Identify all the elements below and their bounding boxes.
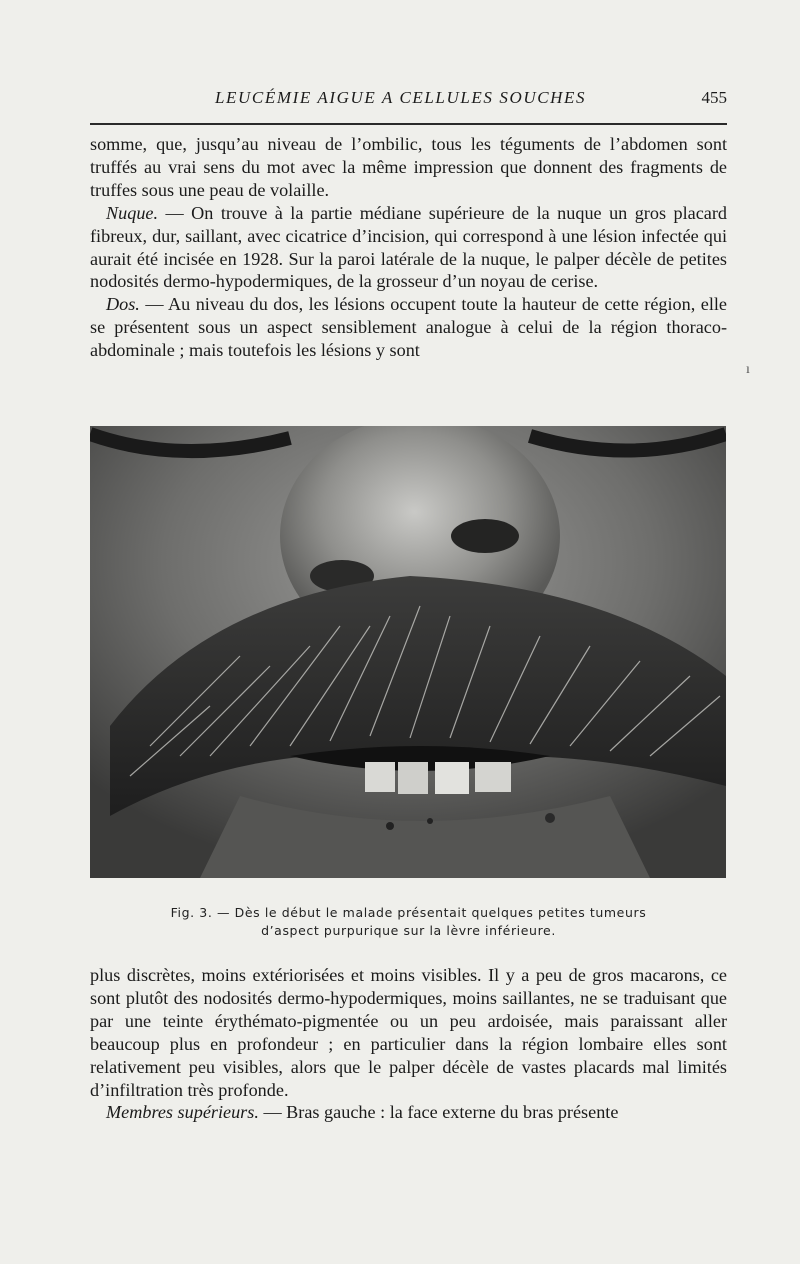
tooth xyxy=(475,762,511,792)
paragraph-nuque xyxy=(90,202,727,294)
tooth xyxy=(365,762,395,792)
margin-mark: ı xyxy=(746,362,750,377)
section-heading: Dos. xyxy=(106,294,140,315)
running-title: LEUCÉMIE AIGUE A CELLULES SOUCHES xyxy=(215,88,587,107)
page-number: 455 xyxy=(701,88,727,107)
paragraph-membres xyxy=(90,1101,727,1124)
header-rule xyxy=(90,123,727,125)
tooth xyxy=(435,762,469,794)
paragraph-dos xyxy=(90,293,727,362)
paragraph-text: — Au niveau du dos, les lésions occupent toute la hauteur de cette région, elle se présentent sous un aspect sensiblement analogue à celui de la région thoraco-abdominale ; mais toutefois les lésions y sont xyxy=(90,294,727,361)
nostril-right xyxy=(451,519,519,553)
figure-caption xyxy=(90,904,727,940)
face-photo xyxy=(90,426,726,878)
tooth xyxy=(398,762,428,794)
lip-lesion xyxy=(386,822,394,830)
section-heading: Membres supérieurs. xyxy=(106,1102,259,1123)
page-header xyxy=(90,88,727,118)
figure-photograph xyxy=(90,426,726,878)
paragraph: somme, que, jusqu’au niveau de l’ombilic, tous les téguments de l’abdomen sont truffés au vrai sens du mot avec la même impression que donnent des fragments de truffes sous une peau de volaille. xyxy=(90,134,727,200)
paragraph: plus discrètes, moins extériorisées et moins visibles. Il y a peu de gros macarons, ce sont plutôt des nodosités dermo-hypodermiques, moins saillantes, ne se traduisant que par une teinte érythémato-pigmentée ou un peu ardoisée, mais paraissant aller beaucoup plus en profondeur ; en particulier dans la région lombaire elles sont relativement peu visibles, alors que le palper décèle de vastes placards mal limités d’infiltration très profonde. xyxy=(90,965,727,1100)
body-text-top xyxy=(90,133,727,362)
lip-lesion xyxy=(427,818,433,824)
caption-line: Fig. 3. — Dès le début le malade présentait quelques petites tumeurs xyxy=(170,905,647,920)
paragraph-text: — On trouve à la partie médiane supérieure de la nuque un gros placard fibreux, dur, saillant, avec cicatrice d’incision, qui correspond à une lésion infectée qui aurait été incisée en 1928. Sur la paroi latérale de la nuque, le palper décèle de petites nodosités dermo-hypodermiques, de la grosseur d’un noyau de cerise. xyxy=(90,202,727,292)
section-heading: Nuque. xyxy=(106,202,159,223)
caption-line: d’aspect purpurique sur la lèvre inférieure. xyxy=(261,923,556,938)
paragraph-text: — Bras gauche : la face externe du bras présente xyxy=(258,1102,619,1123)
lip-lesion xyxy=(545,813,555,823)
body-text-bottom xyxy=(90,964,727,1124)
